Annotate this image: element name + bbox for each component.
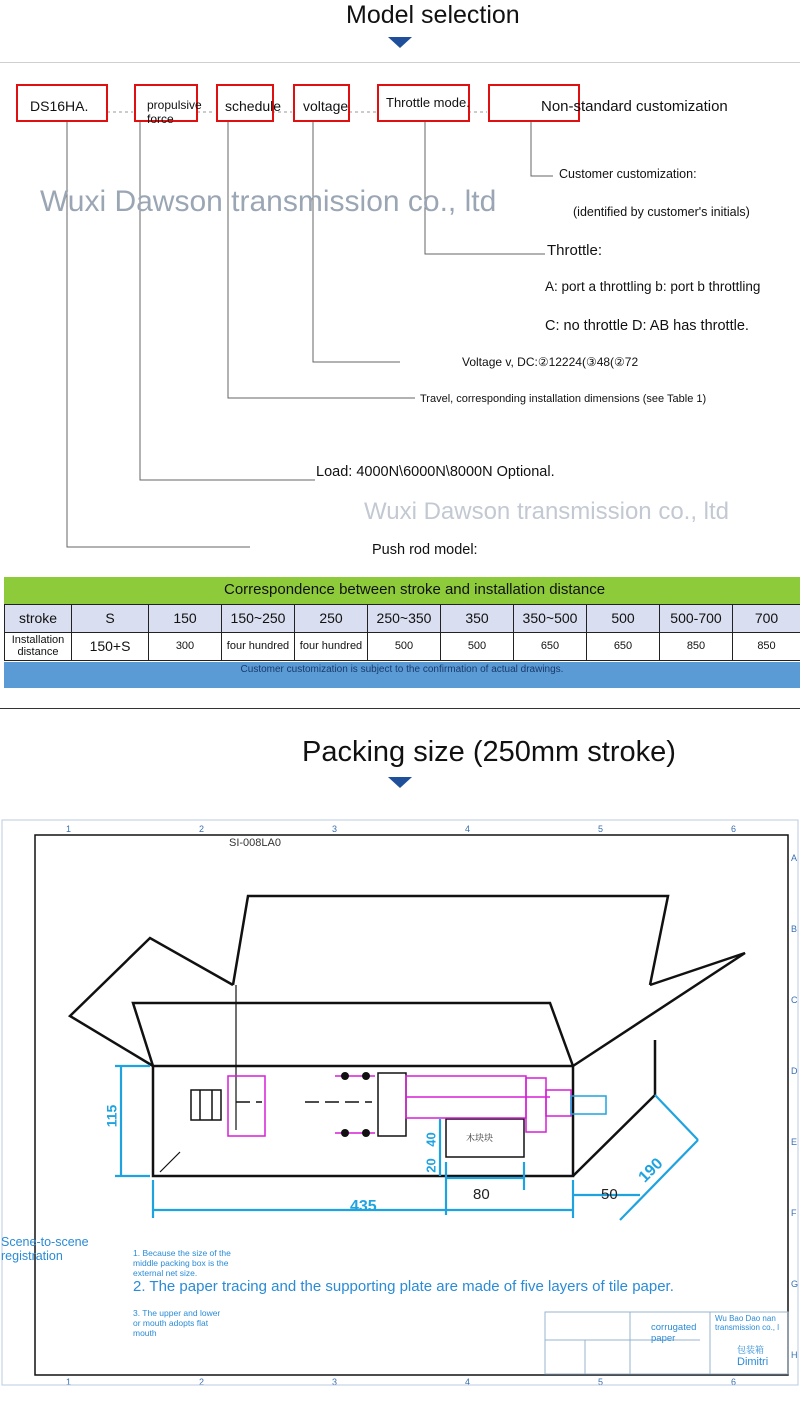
scene-registration: Scene-to-scene registration <box>1 1235 89 1263</box>
customer-title: Customer customization: <box>559 167 697 181</box>
table-cell: 500 <box>441 633 514 661</box>
load-options: Load: 4000N\6000N\8000N Optional. <box>316 464 555 480</box>
dim-inner-height: 40 <box>423 1132 439 1147</box>
grid-col-label: 6 <box>731 1377 737 1387</box>
drawing-id: SI-008LA0 <box>229 837 281 849</box>
watermark-company: Wuxi Dawson transmission co., ltd <box>40 185 497 218</box>
table-cell: four hundred <box>222 633 295 661</box>
title-block-drawer: Dimitri <box>737 1356 769 1368</box>
section-title-packing: Packing size (250mm stroke) <box>302 736 676 768</box>
table-title: Correspondence between stroke and installation distance <box>224 581 606 598</box>
grid-row-label: G <box>791 1279 799 1289</box>
table-cell: 250~350 <box>368 605 441 633</box>
grid-row-label: F <box>791 1208 797 1218</box>
table-cell: 250 <box>295 605 368 633</box>
dim-flap: 50 <box>601 1186 618 1203</box>
table-cell: 500 <box>368 633 441 661</box>
dim-box-width: 80 <box>473 1186 490 1203</box>
grid-col-label: 3 <box>332 1377 338 1387</box>
table-cell: 850 <box>733 633 800 661</box>
table-cell: 150+S <box>72 633 149 661</box>
customer-note: (identified by customer's initials) <box>573 205 750 219</box>
table-cell: Installation distance <box>5 633 72 661</box>
voltage-options: Voltage v, DC:②12224(③48(②72 <box>462 355 639 369</box>
grid-row-label: D <box>791 1066 798 1076</box>
note-1: 1. Because the size of the middle packing box is the external net size. <box>133 1248 231 1278</box>
table-footer: Customer customization is subject to the confirmation of actual drawings. <box>240 664 564 675</box>
grid-col-label: 1 <box>66 1377 72 1387</box>
grid-col-label: 2 <box>199 824 205 834</box>
table-cell: four hundred <box>295 633 368 661</box>
grid-row-label: B <box>791 924 798 934</box>
note-3: 3. The upper and lower or mouth adopts flat mouth <box>133 1308 221 1338</box>
note-2: 2. The paper tracing and the supporting plate are made of five layers of tile paper. <box>133 1278 674 1295</box>
title-block-material: corrugated paper <box>651 1322 697 1344</box>
grid-col-label: 4 <box>465 1377 471 1387</box>
throttle-cd: C: no throttle D: AB has throttle. <box>545 318 749 334</box>
force-label: propulsive force <box>147 98 202 126</box>
table-cell: 650 <box>514 633 587 661</box>
grid-col-label: 5 <box>598 824 604 834</box>
grid-col-label: 1 <box>66 824 72 834</box>
table-cell: 150~250 <box>222 605 295 633</box>
grid-row-label: H <box>791 1350 798 1360</box>
table-cell: 350~500 <box>514 605 587 633</box>
voltage-label: voltage <box>303 98 349 114</box>
table-cell: S <box>72 605 149 633</box>
grid-col-label: 6 <box>731 824 737 834</box>
grid-row-label: C <box>791 995 798 1005</box>
grid-col-label: 3 <box>332 824 338 834</box>
schedule-label: schedule <box>225 98 282 114</box>
grid-row-label: E <box>791 1137 798 1147</box>
throttle-title: Throttle: <box>547 242 603 259</box>
table-cell: 500 <box>587 605 660 633</box>
table-cell: 150 <box>149 605 222 633</box>
dim-width: 435 <box>350 1198 377 1215</box>
pushrod-model: Push rod model: <box>372 542 478 558</box>
throttle-ab: A: port a throttling b: port b throttling <box>545 279 761 294</box>
table-cell: 350 <box>441 605 514 633</box>
dim-height: 115 <box>103 1104 120 1128</box>
title-block-company: Wu Bao Dao nan transmission co., l <box>715 1314 780 1332</box>
grid-col-label: 5 <box>598 1377 604 1387</box>
dim-base: 20 <box>423 1158 439 1173</box>
wood-block-label: 木块块 <box>466 1133 494 1143</box>
grid-col-label: 4 <box>465 824 471 834</box>
grid-row-label: A <box>791 853 798 863</box>
table-cell: 300 <box>149 633 222 661</box>
watermark-company-2: Wuxi Dawson transmission co., ltd <box>364 498 730 525</box>
dim-diagonal: 190 <box>635 1155 667 1187</box>
table-cell: 700 <box>733 605 800 633</box>
model-code: DS16HA. <box>30 98 89 114</box>
title-block-name: 包装箱 <box>737 1345 765 1355</box>
table-cell: stroke <box>5 605 72 633</box>
section-title-model: Model selection <box>346 1 520 29</box>
travel-note: Travel, corresponding installation dimensions (see Table 1) <box>420 393 707 405</box>
table-cell: 500-700 <box>660 605 733 633</box>
grid-col-label: 2 <box>199 1377 205 1387</box>
table-cell: 850 <box>660 633 733 661</box>
throttle-mode-label: Throttle mode. <box>386 95 470 110</box>
custom-label: Non-standard customization <box>541 98 728 115</box>
table-cell: 650 <box>587 633 660 661</box>
